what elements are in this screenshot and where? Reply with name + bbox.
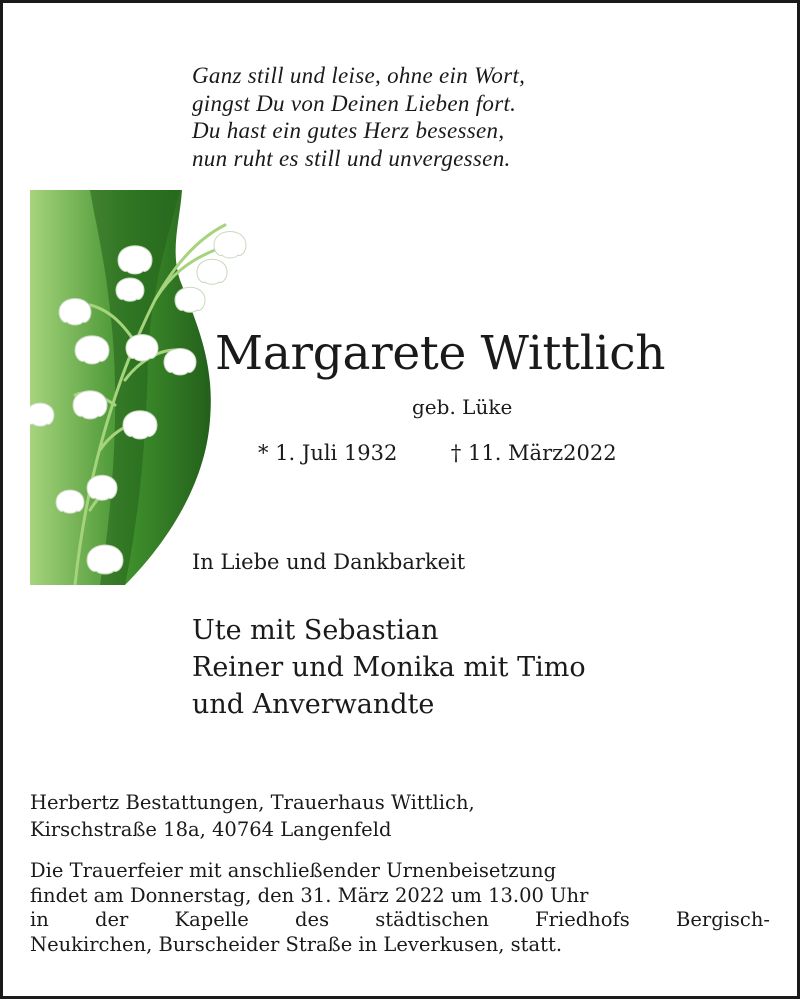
poem-line: Ganz still und leise, ohne ein Wort, — [192, 63, 526, 88]
poem-line: Du hast ein gutes Herz besessen, — [192, 118, 505, 143]
ceremony-word: in — [30, 908, 49, 931]
death-cross-icon: † — [450, 441, 462, 465]
ceremony-word: Kapelle — [174, 908, 249, 931]
mourner-line: und Anverwandte — [192, 689, 435, 720]
birth-star-icon: * — [258, 441, 269, 465]
ceremony-word: städtischen — [375, 908, 489, 931]
birth-date: 1. Juli 1932 — [275, 441, 398, 465]
mourners-intro: In Liebe und Dankbarkeit — [192, 550, 466, 574]
mourner-line: Ute mit Sebastian — [192, 615, 439, 646]
poem-line: gingst Du von Deinen Lieben fort. — [192, 90, 517, 116]
ceremony-word: Bergisch- — [676, 908, 770, 931]
ceremony-line-justified — [30, 908, 770, 933]
ceremony-word: des — [295, 908, 330, 931]
lily-of-the-valley-icon — [30, 190, 254, 585]
ceremony-word: der — [95, 908, 129, 931]
mourner-line: Reiner und Monika mit Timo — [192, 652, 586, 683]
address-line: Herbertz Bestattungen, Trauerhaus Wittlich, — [30, 791, 475, 814]
death-date: 11. März2022 — [467, 441, 617, 465]
ceremony-line: findet am Donnerstag, den 31. März 2022 um 13.00 Uhr — [30, 883, 589, 907]
ceremony-word: Friedhofs — [535, 908, 630, 931]
deceased-name: Margarete Wittlich — [215, 326, 666, 381]
born-name: geb. Lüke — [412, 395, 513, 419]
undertaker-address — [30, 789, 475, 843]
address-line: Kirschstraße 18a, 40764 Langenfeld — [30, 818, 392, 841]
life-dates — [258, 438, 617, 468]
ceremony-line: Die Trauerfeier mit anschließender Urnenbeisetzung — [30, 859, 557, 882]
poem-line: nun ruht es still und unvergessen. — [192, 145, 511, 171]
ceremony-info — [30, 859, 770, 957]
ceremony-line: Neukirchen, Burscheider Straße in Leverkusen, statt. — [30, 932, 563, 956]
poem — [192, 62, 525, 172]
mourners-list — [192, 612, 586, 723]
